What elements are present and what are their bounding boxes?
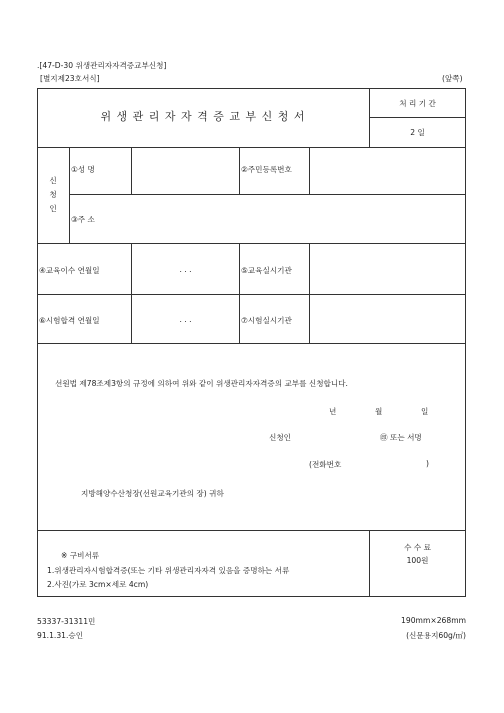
fee-value: 100원 (406, 556, 429, 565)
education-date-label: ④교육이수 연월일 (39, 266, 100, 275)
document-reference: .[47-D-30 위생관리자자격증교부신청] (37, 61, 167, 70)
name-label: ①성 명 (71, 165, 95, 174)
exam-date-field[interactable]: . . . (179, 315, 192, 324)
applicant-group-char-1: 신 (49, 176, 57, 185)
name-field[interactable] (132, 148, 239, 194)
date-month-label: 월 (375, 407, 383, 416)
required-documents-heading: ※ 구비서류 (61, 551, 100, 560)
processing-period-value: 2 일 (410, 128, 425, 137)
phone-close-paren: ) (426, 459, 429, 468)
processing-period-label: 처 리 기 간 (399, 99, 436, 108)
paper-type: (신문용지60g/㎡) (406, 631, 466, 640)
application-statement: 선원법 제78조제3항의 규정에 의하여 위와 같이 위생관리자자격증의 교부를 신청합니다. (55, 379, 348, 388)
applicant-signer-label: 신청인 (269, 433, 292, 442)
paper-size: 190mm×268mm (401, 616, 466, 625)
date-day-label: 일 (421, 407, 429, 416)
applicant-group-char-2: 청 (49, 190, 57, 199)
education-institution-label: ⑤교육실시기관 (241, 266, 292, 275)
exam-date-label: ⑥시험합격 연월일 (39, 316, 100, 325)
exam-institution-label: ⑦시험실시기관 (241, 316, 292, 325)
applicant-group-char-3: 인 (49, 204, 57, 213)
exam-institution-field[interactable] (310, 295, 466, 343)
addressee: 지방해양수산청장(선원교육기관의 장) 귀하 (81, 489, 224, 498)
page-side-label: (앞쪽) (442, 74, 463, 83)
form-number: [별지제23호서식] (40, 74, 100, 83)
approval-date: 91.1.31.승인 (37, 631, 84, 640)
education-date-field[interactable]: . . . (179, 265, 192, 274)
signature-seal-label[interactable]: ㊞ 또는 서명 (380, 433, 422, 442)
address-field[interactable] (132, 195, 466, 243)
required-document-item: 2.사진(가로 3cm×세로 4cm) (47, 580, 149, 589)
education-institution-field[interactable] (310, 244, 466, 294)
resident-number-label: ②주민등록번호 (241, 165, 292, 174)
required-document-item: 1.위생관리자시험합격증(또는 기타 위생관리자자격 있음을 증명하는 서류 (47, 566, 290, 575)
address-label: ③주 소 (71, 215, 95, 224)
fee-label: 수 수 료 (404, 543, 431, 552)
form-title: 위 생 관 리 자 자 격 증 교 부 신 청 서 (100, 110, 306, 123)
phone-label: (전화번호 (309, 460, 342, 469)
date-year-label: 년 (329, 407, 337, 416)
resident-number-field[interactable] (310, 148, 466, 194)
form-code: 53337-31311민 (37, 617, 96, 626)
